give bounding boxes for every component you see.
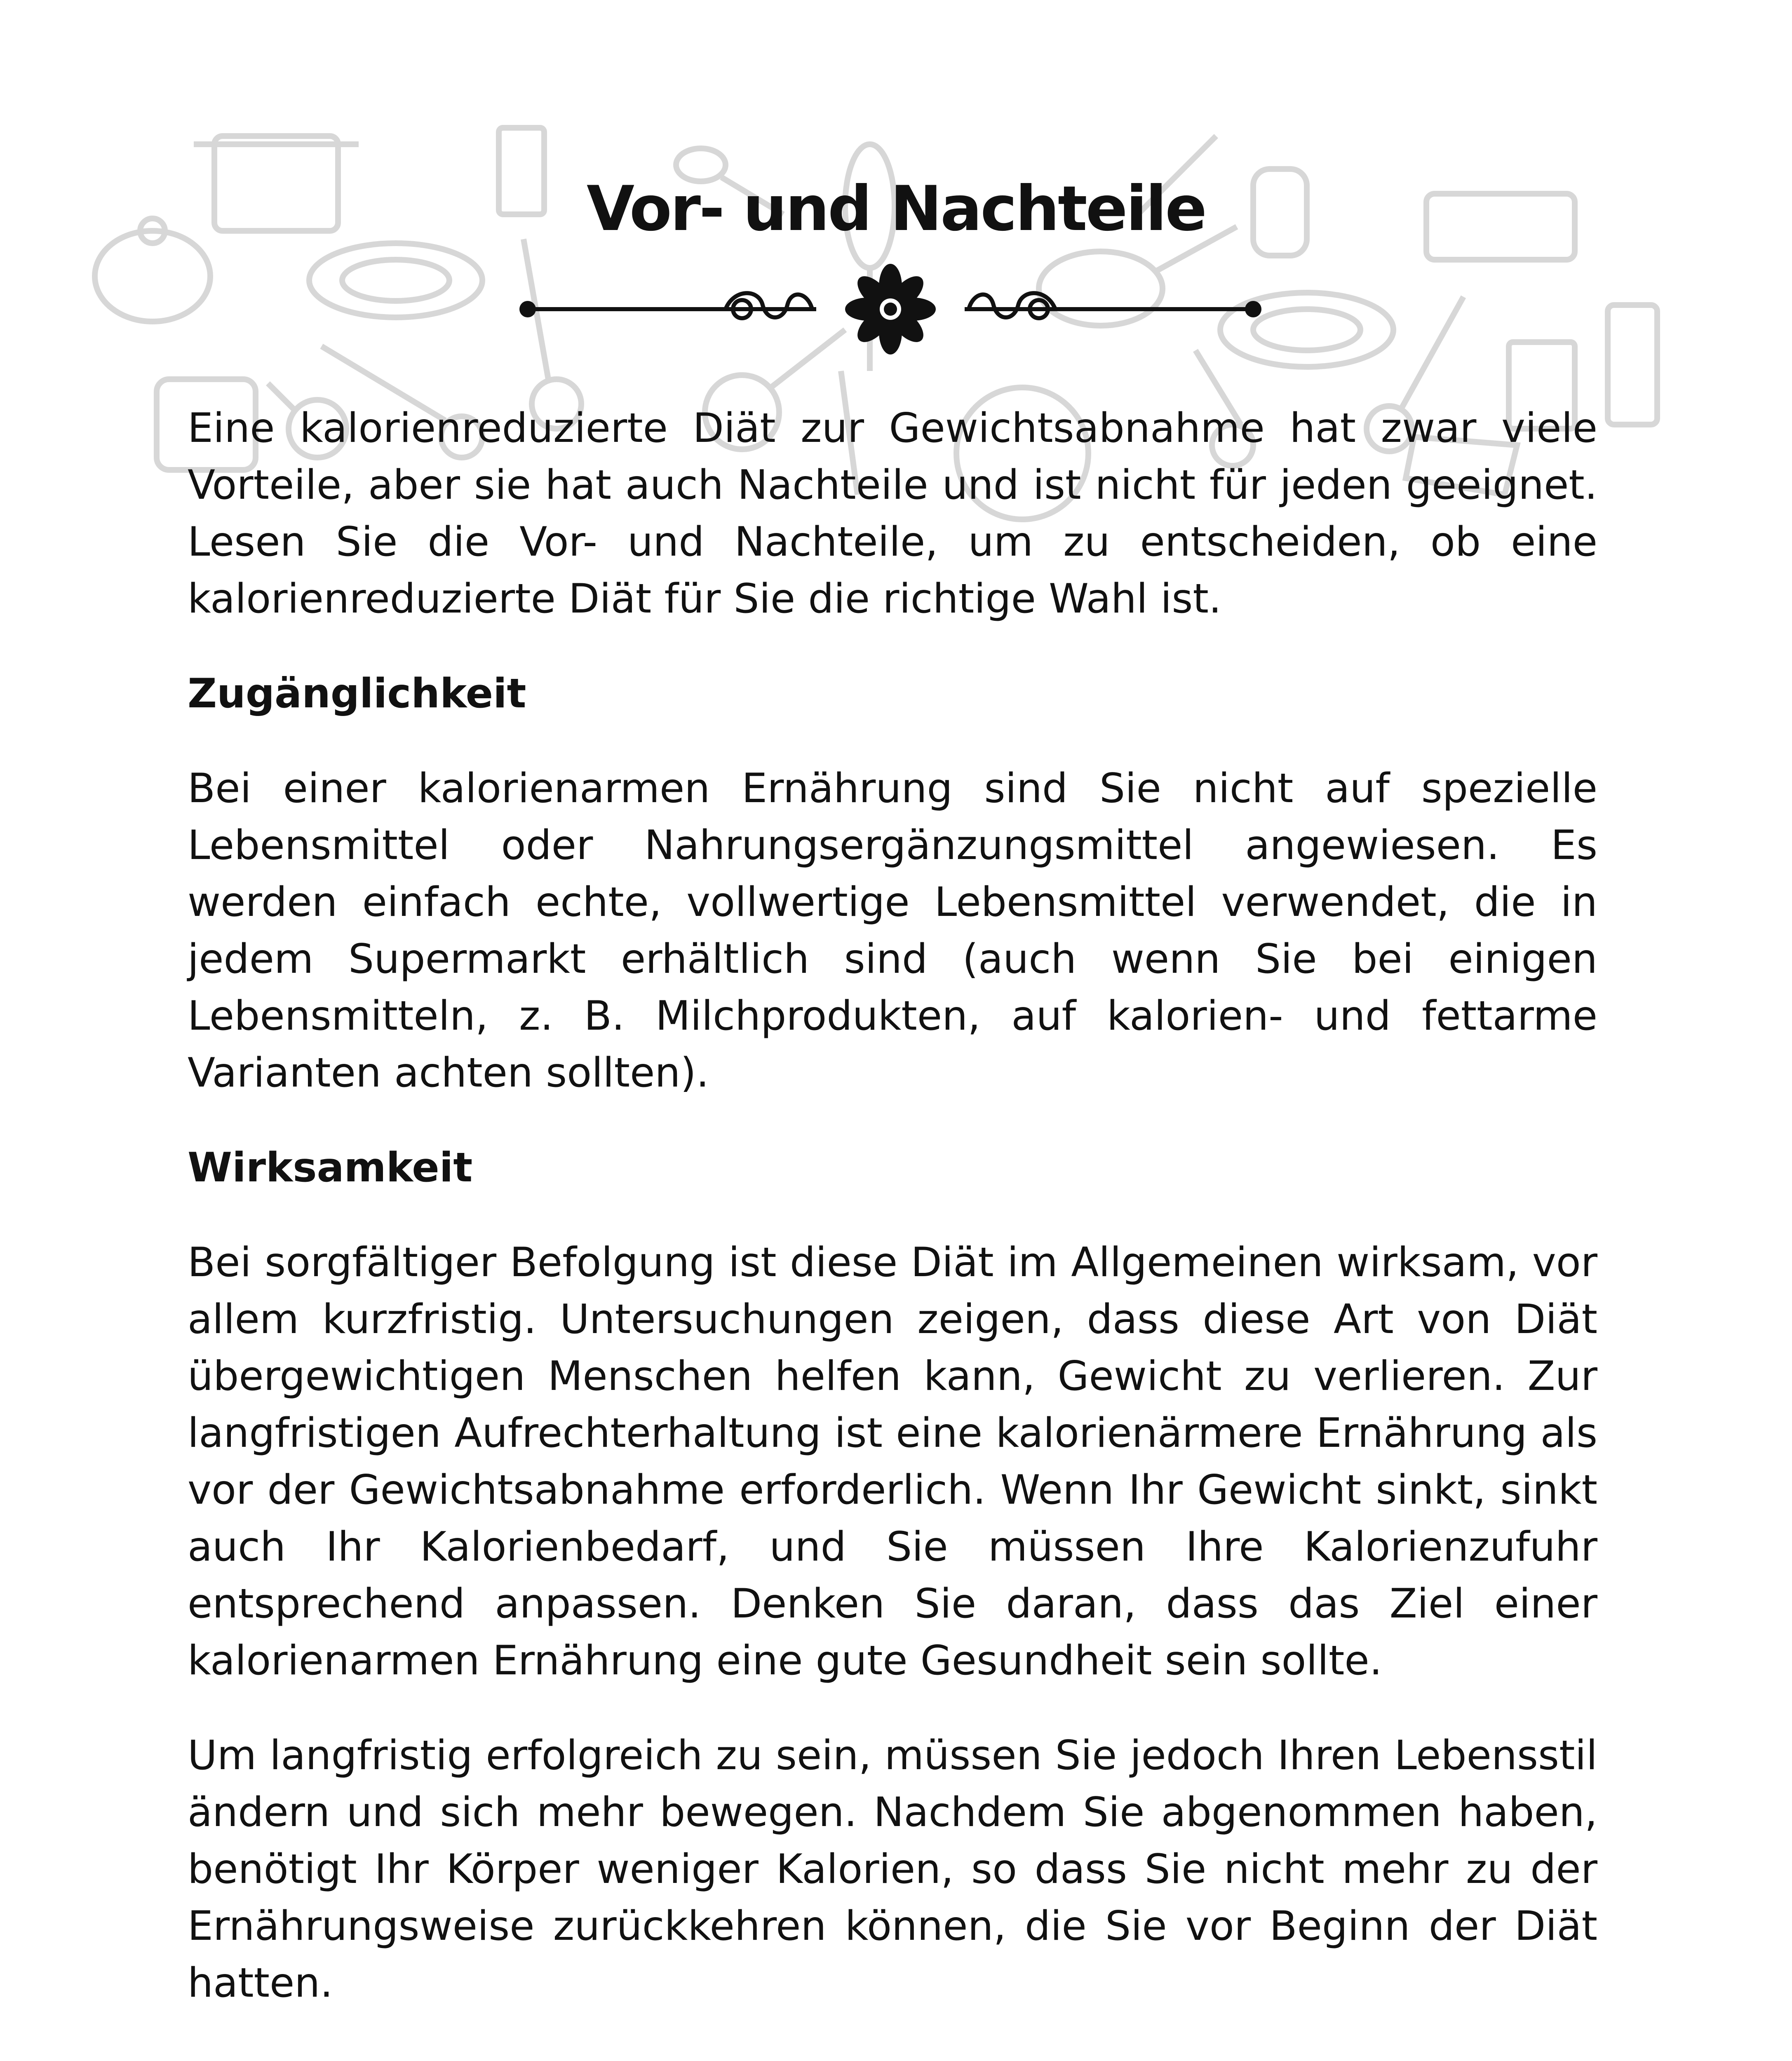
intro-paragraph: Eine kalorienreduzierte Diät zur Gewichtsabnahme hat zwar viele Vorteile, aber sie hat auch Nachteile und ist nicht für jeden geeignet. Lesen Sie die Vor- und Nachteile, um zu entscheiden, ob eine kalorienreduzierte Diät für Sie die richtige Wahl ist. <box>188 405 1597 622</box>
section-heading-wirksamkeit: Wirksamkeit <box>188 1144 473 1191</box>
page-title: Vor- und Nachteile <box>586 173 1206 245</box>
section-paragraph: Um langfristig erfolgreich zu sein, müssen Sie jedoch Ihren Lebensstil ändern und sich mehr bewegen. Nachdem Sie abgenommen haben, benötigt Ihr Körper weniger Kalorien, so dass Sie nicht mehr zu der Ernährungsweise zurückkehren können, die Sie vor Beginn der Diät hatten. <box>188 1732 1597 2007</box>
flower-divider-icon <box>519 264 1261 371</box>
section-paragraph: Bei sorgfältiger Befolgung ist diese Diät im Allgemeinen wirksam, vor allem kurzfristig. Untersuchungen zeigen, dass diese Art von Diät übergewichtigen Menschen helfen kann, Gewicht zu verlieren. Zur langfristigen Aufrechterhaltung ist eine kalorienärmere Ernährung als vor der Gewichtsabnahme erforderlich. Wenn Ihr Gewicht sinkt, sinkt auch Ihr Kalorienbedarf, und Sie müssen Ihre Kalorienzufuhr entsprechend anpassen. Denken Sie daran, dass das Ziel einer kalorienarmen Ernährung eine gute Gesundheit sein sollte. <box>188 1239 1597 1684</box>
section-paragraph: Bei einer kalorienarmen Ernährung sind Sie nicht auf spezielle Lebensmittel oder Nahrungsergänzungsmittel angewiesen. Es werden einfach echte, vollwertige Lebensmittel verwendet, die in jedem Supermarkt erhältlich sind (auch wenn Sie bei einigen Lebensmitteln, z. B. Milchprodukten, auf kalorien- und fettarme Varianten achten sollten). <box>188 765 1597 1096</box>
section-heading-zugaenglichkeit: Zugänglichkeit <box>188 670 526 717</box>
article-body <box>188 400 1597 2049</box>
